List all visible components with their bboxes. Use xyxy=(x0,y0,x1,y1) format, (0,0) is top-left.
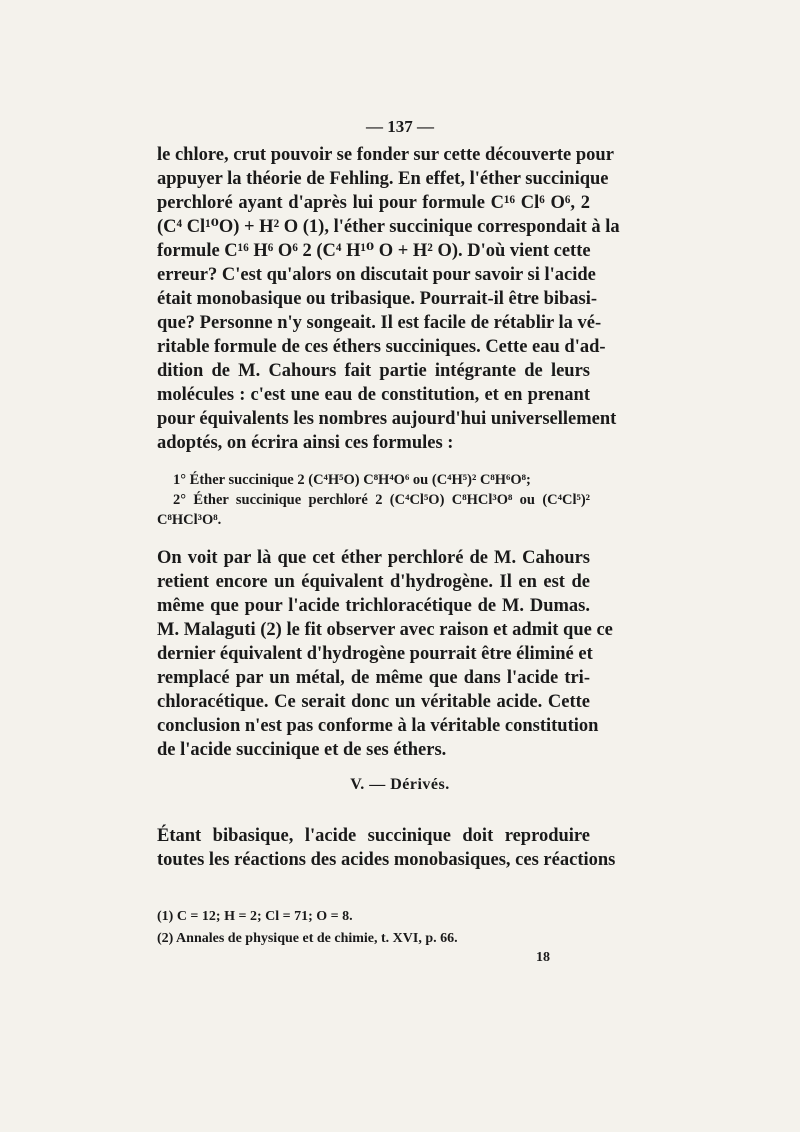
text-line: conclusion n'est pas conforme à la véritable constitution xyxy=(157,716,599,736)
footnote-1: (1) C = 12; H = 2; Cl = 71; O = 8. xyxy=(157,909,353,924)
text-line: le chlore, crut pouvoir se fonder sur cette découverte pour xyxy=(157,145,614,165)
text-line: que? Personne n'y songeait. Il est facile de rétablir la vé- xyxy=(157,313,602,333)
text-line: molécules : c'est une eau de constitution, et en prenant xyxy=(157,385,590,405)
text-line: perchloré ayant d'après lui pour formule C¹⁶ Cl⁶ O⁶, 2 xyxy=(157,193,590,213)
page-number: — 137 — xyxy=(366,117,434,136)
text-line: toutes les réactions des acides monobasiques, ces réactions xyxy=(157,850,616,870)
text-line: retient encore un équivalent d'hydrogène. Il en est de xyxy=(157,572,590,592)
section-heading: V. — Dérivés. xyxy=(350,776,450,793)
formula-line: 2° Éther succinique perchloré 2 (C⁴Cl⁵O) C⁸HCl³O⁸ ou (C⁴Cl⁵)² xyxy=(173,492,590,508)
footnotes xyxy=(157,906,590,950)
text-line: remplacé par un métal, de même que dans l'acide tri- xyxy=(157,668,590,688)
text-line: M. Malaguti (2) le fit observer avec raison et admit que ce xyxy=(157,620,613,640)
text-line: dernier équivalent d'hydrogène pourrait être éliminé et xyxy=(157,644,593,664)
formula-line: C⁸HCl³O⁸. xyxy=(157,512,222,528)
text-line: de l'acide succinique et de ses éthers. xyxy=(157,740,447,760)
text-line: pour équivalents les nombres aujourd'hui universellement xyxy=(157,409,617,429)
paragraph-1 xyxy=(157,143,620,455)
text-line: erreur? C'est qu'alors on discutait pour savoir si l'acide xyxy=(157,265,596,285)
paragraph-3 xyxy=(157,824,616,872)
footnote-2: (2) Annales de physique et de chimie, t. XVI, p. 66. xyxy=(157,931,458,946)
text-line: ritable formule de ces éthers succiniques. Cette eau d'ad- xyxy=(157,337,606,357)
paragraph-2 xyxy=(157,546,613,762)
text-line: adoptés, on écrira ainsi ces formules : xyxy=(157,433,454,453)
text-line: (C⁴ Cl¹⁰O) + H² O (1), l'éther succinique correspondait à la xyxy=(157,217,620,237)
text-line: dition de M. Cahours fait partie intégrante de leurs xyxy=(157,361,590,381)
text-line: était monobasique ou tribasique. Pourrait-il être bibasi- xyxy=(157,289,598,309)
text-line: même que pour l'acide trichloracétique de M. Dumas. xyxy=(157,596,590,616)
text-line: Étant bibasique, l'acide succinique doit reproduire xyxy=(157,826,590,846)
formula-list xyxy=(157,470,590,530)
text-line: formule C¹⁶ H⁶ O⁶ 2 (C⁴ H¹⁰ O + H² O). D'où vient cette xyxy=(157,241,591,261)
text-line: appuyer la théorie de Fehling. En effet, l'éther succinique xyxy=(157,169,609,189)
text-line: On voit par là que cet éther perchloré de M. Cahours xyxy=(157,548,590,568)
signature-mark: 18 xyxy=(536,950,550,965)
text-line: chloracétique. Ce serait donc un véritable acide. Cette xyxy=(157,692,590,712)
formula-line: 1° Éther succinique 2 (C⁴H⁵O) C⁸H⁴O⁶ ou (C⁴H⁵)² C⁸H⁶O⁸; xyxy=(173,472,531,488)
